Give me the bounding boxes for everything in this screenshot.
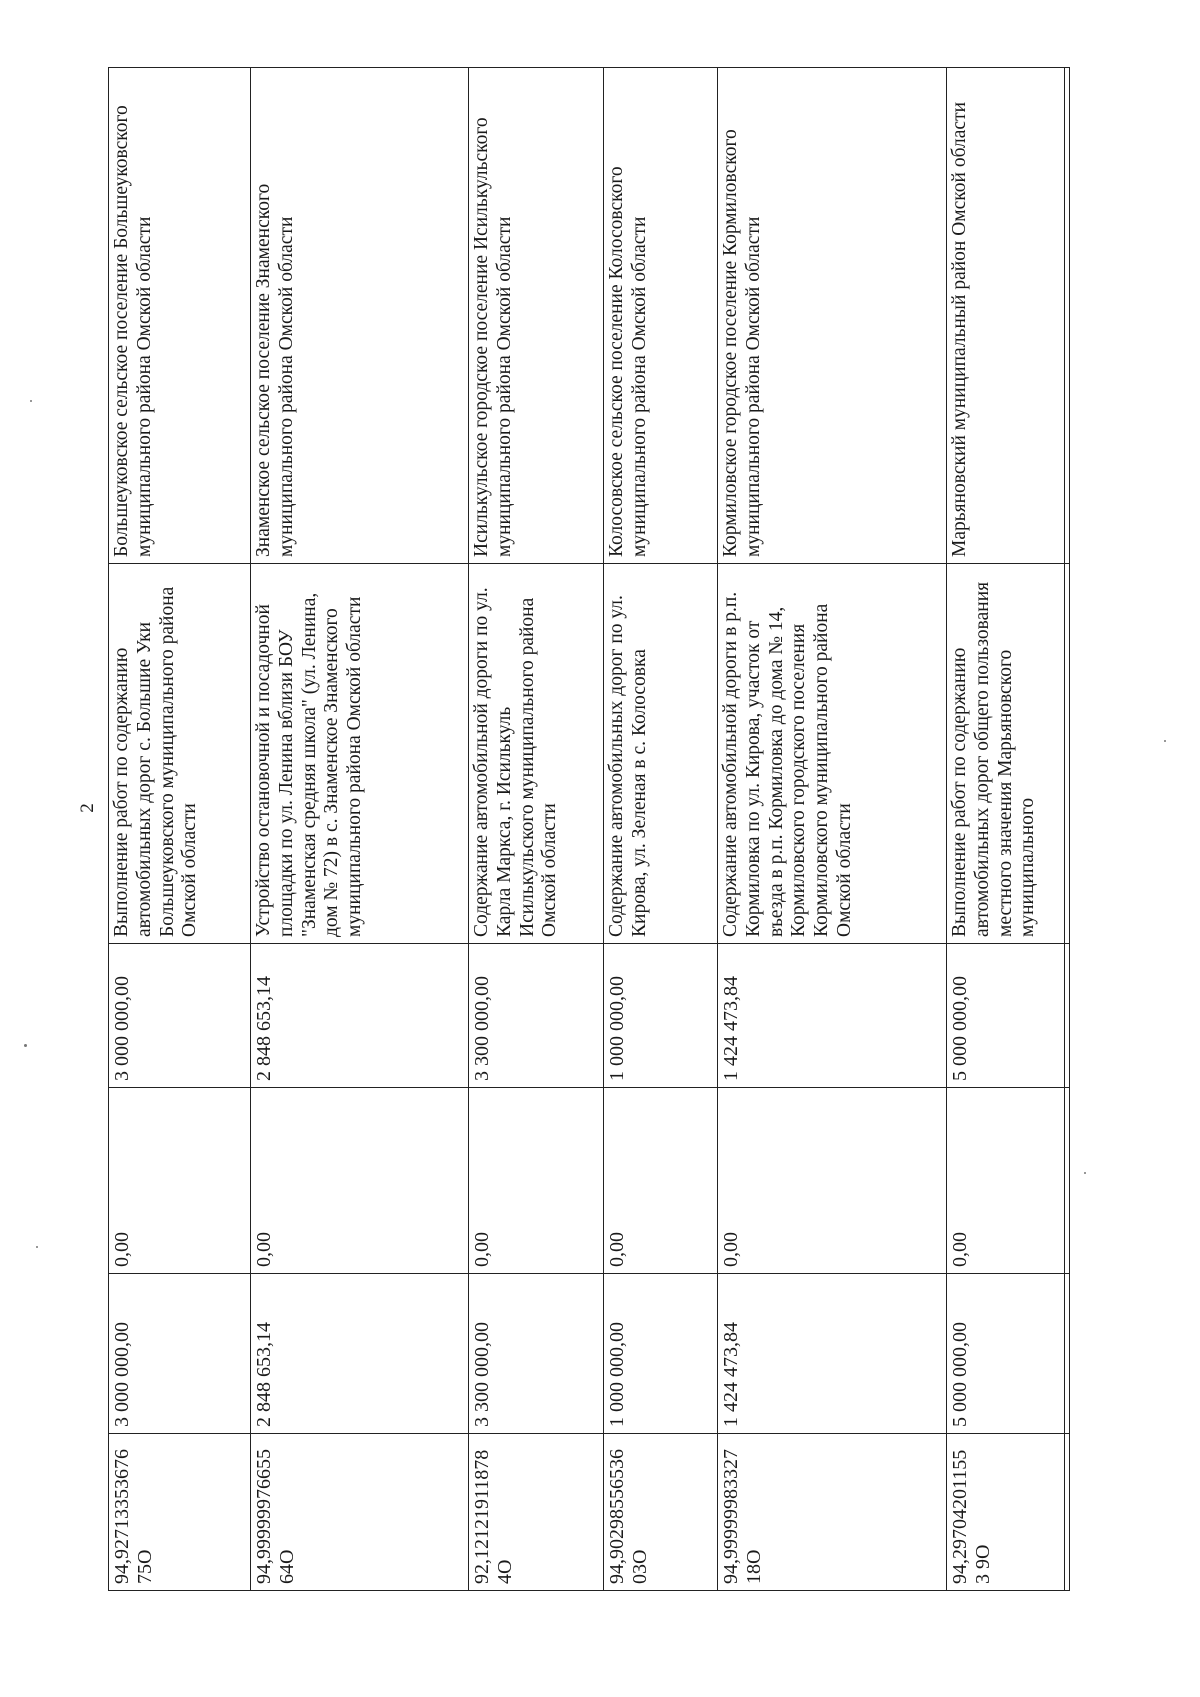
share-cell: 94,9271335367675О bbox=[109, 1434, 251, 1591]
total-cell: 5 000 000,00 bbox=[947, 944, 1065, 1088]
scan-speck bbox=[30, 400, 32, 402]
purpose-cell: Выполнение работ по содержанию автомобильных дорог общего пользования местного значения Марьяновского муниципального bbox=[947, 564, 1065, 944]
recipient-cell: Большеуковское сельское поселение Большеуковского муниципального района Омской области bbox=[109, 68, 251, 564]
purpose-cell: Содержание автомобильной дороги в р.п. Кормиловка по ул. Кирова, участок от въезда в р.п. Кормиловка до дома № 14, Кормиловского городского поселения Кормиловского муниципального района Омской области bbox=[718, 564, 947, 944]
total-cell: 2 848 653,14 bbox=[251, 944, 469, 1088]
purpose-cell: Выполнение работ по содержанию автомобильных дорог с. Большие Уки Большеуковского муниципального района Омской области bbox=[109, 564, 251, 944]
scan-speck bbox=[36, 1246, 38, 1248]
amount-a-cell: 0,00 bbox=[251, 1088, 469, 1274]
recipient-cell: Кормиловское городское поселение Кормиловского муниципального района Омской области bbox=[718, 68, 947, 564]
rotated-page-content bbox=[108, 68, 1064, 1591]
amount-b-cell: 3 000 000,00 bbox=[109, 1274, 251, 1434]
scan-speck bbox=[1084, 1172, 1086, 1174]
amount-a-cell: 0,00 bbox=[469, 1088, 604, 1274]
table-row bbox=[947, 68, 1065, 1591]
total-cell: 3 300 000,00 bbox=[469, 944, 604, 1088]
purpose-cell: Устройство остановочной и посадочной площадки по ул. Ленина вблизи БОУ "Знаменская средняя школа" (ул. Ленина, дом № 72) в с. Знаменское Знаменского муниципального района Омской области bbox=[251, 564, 469, 944]
recipient-cell: Марьяновский муниципальный район Омской области bbox=[947, 68, 1065, 564]
recipient-cell: Знаменское сельское поселение Знаменского муниципального района Омской области bbox=[251, 68, 469, 564]
amount-a-cell: 0,00 bbox=[604, 1088, 718, 1274]
page-number: 2 bbox=[77, 803, 98, 813]
share-cell: 94,9999997665564О bbox=[251, 1434, 469, 1591]
table-row bbox=[718, 68, 947, 1591]
total-cell: 3 000 000,00 bbox=[109, 944, 251, 1088]
recipient-cell: Исилькульское городское поселение Исилькульского муниципального района Омской области bbox=[469, 68, 604, 564]
amount-b-cell: 3 300 000,00 bbox=[469, 1274, 604, 1434]
scan-speck bbox=[24, 1044, 27, 1047]
amount-a-cell: 0,00 bbox=[947, 1088, 1065, 1274]
share-cell: 94,9999998332718О bbox=[718, 1434, 947, 1591]
amount-b-cell: 5 000 000,00 bbox=[947, 1274, 1065, 1434]
table-row bbox=[109, 68, 251, 1591]
amount-b-cell: 2 848 653,14 bbox=[251, 1274, 469, 1434]
total-cell: 1 424 473,84 bbox=[718, 944, 947, 1088]
share-cell: 92,121219118784О bbox=[469, 1434, 604, 1591]
purpose-cell: Содержание автомобильных дорог по ул. Кирова, ул. Зеленая в с. Колосовка bbox=[604, 564, 718, 944]
amount-b-cell: 1 424 473,84 bbox=[718, 1274, 947, 1434]
share-cell: 94,297042011553 9О bbox=[947, 1434, 1065, 1591]
subsidy-table bbox=[108, 67, 1070, 1591]
scan-speck bbox=[1164, 740, 1166, 742]
share-cell: 94,9029855653603О bbox=[604, 1434, 718, 1591]
amount-a-cell: 0,00 bbox=[718, 1088, 947, 1274]
table-row bbox=[469, 68, 604, 1591]
amount-a-cell: 0,00 bbox=[109, 1088, 251, 1274]
recipient-cell: Колосовское сельское поселение Колосовского муниципального района Омской области bbox=[604, 68, 718, 564]
table-row bbox=[604, 68, 718, 1591]
amount-b-cell: 1 000 000,00 bbox=[604, 1274, 718, 1434]
table-row bbox=[251, 68, 469, 1591]
total-cell: 1 000 000,00 bbox=[604, 944, 718, 1088]
purpose-cell: Содержание автомобильной дороги по ул. Карла Маркса, г. Исилькуль Исилькульского муниципального района Омской области bbox=[469, 564, 604, 944]
